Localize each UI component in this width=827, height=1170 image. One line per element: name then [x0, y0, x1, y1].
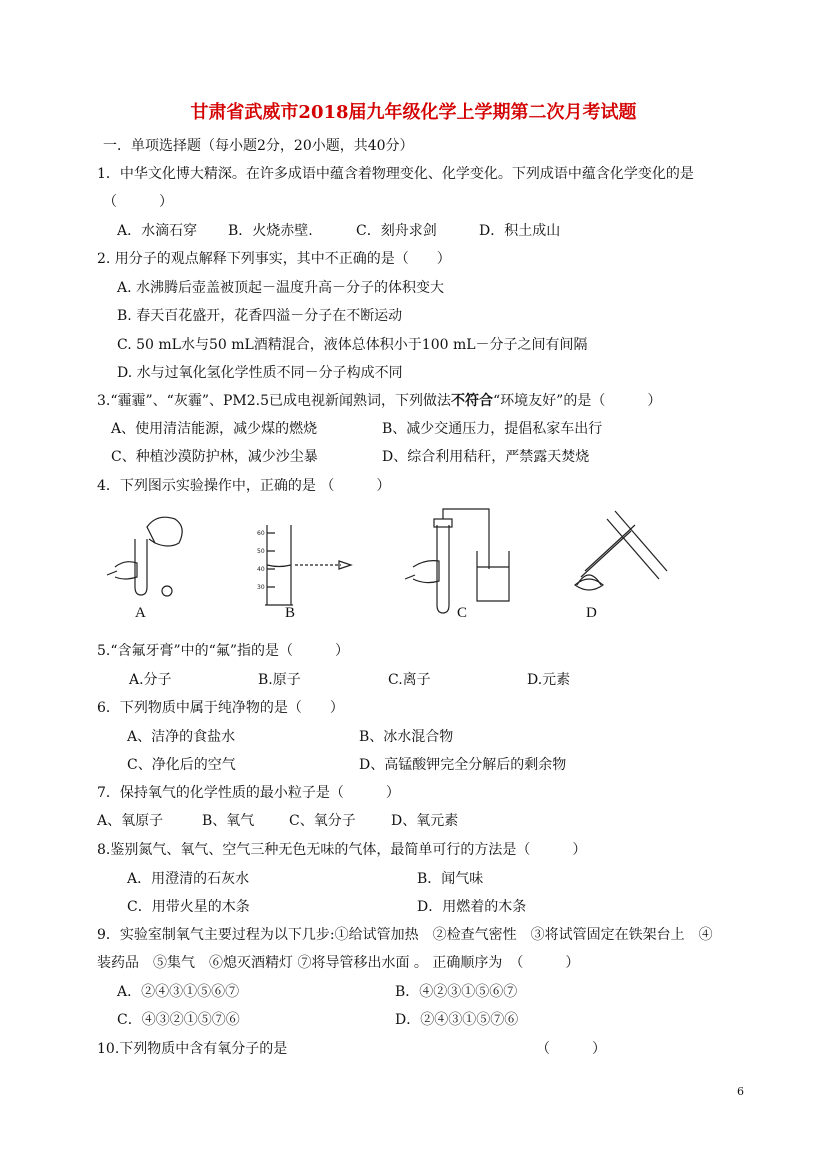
q10-stem: 10.下列物质中含有氧分子的是 — [97, 1041, 288, 1057]
figure-label-b: B — [285, 605, 296, 621]
figure-label-a: A — [135, 605, 146, 621]
q7-option-a: A、氧原子 — [97, 813, 164, 829]
q2-stem: 2. 用分子的观点解释下列事实，其中不正确的是（ ） — [97, 251, 451, 267]
q8-option-d: D．用燃着的木条 — [417, 899, 527, 915]
section-heading: 一．单项选择题（每小题2分，20小题，共40分） — [103, 138, 414, 154]
q10-bracket: （ ） — [536, 1041, 606, 1057]
q8-option-c: C．用带火星的木条 — [127, 899, 250, 915]
q4-figure — [95, 505, 735, 635]
q8-option-b: B．闻气味 — [417, 871, 484, 887]
figure-a-pouring-icon — [107, 517, 182, 596]
q7-option-d: D、氧元素 — [391, 813, 459, 829]
q6-option-b: B、冰水混合物 — [359, 729, 454, 745]
q5-option-b: B.原子 — [258, 672, 301, 688]
lab-operations-illustration — [95, 505, 735, 635]
q5-option-d: D.元素 — [527, 672, 571, 688]
figure-d-heating-icon — [575, 511, 667, 590]
page-number: 6 — [737, 1085, 744, 1098]
q3-stem-bold: 不符合 — [451, 393, 494, 409]
cylinder-tick-60: 60 — [257, 530, 265, 537]
cylinder-tick-50: 50 — [257, 548, 265, 555]
q8-option-a: A．用澄清的石灰水 — [127, 871, 250, 887]
q1-option-b: B．火烧赤壁. — [228, 223, 313, 239]
q9-option-c: C．④③②①⑤⑦⑥ — [117, 1012, 240, 1028]
q6-stem: 6．下列物质中属于纯净物的是（ ） — [97, 700, 344, 716]
figure-b-cylinder-icon — [265, 525, 351, 605]
q5-option-a: A.分子 — [129, 672, 172, 688]
figure-c-airtightness-icon — [405, 509, 509, 613]
figure-label-c: C — [457, 605, 468, 621]
q7-option-c: C、氧分子 — [289, 813, 356, 829]
q3-option-b: B、减少交通压力，提倡私家车出行 — [382, 421, 603, 437]
q2-option-b: B. 春天百花盛开，花香四溢－分子在不断运动 — [117, 308, 403, 324]
q1-stem: 1．中华文化博大精深。在许多成语中蕴含着物理变化、化学变化。下列成语中蕴含化学变化的是 — [97, 166, 694, 182]
q2-option-a: A. 水沸腾后壶盖被顶起－温度升高－分子的体积变大 — [117, 280, 445, 296]
q2-option-d: D. 水与过氧化氢化学性质不同－分子构成不同 — [117, 365, 403, 381]
q6-option-d: D、高锰酸钾完全分解后的剩余物 — [359, 757, 567, 773]
q3-option-a: A、使用清洁能源，减少煤的燃烧 — [111, 421, 318, 437]
q5-option-c: C.离子 — [388, 672, 431, 688]
q1-option-a: A．水滴石穿 — [117, 223, 198, 239]
q9-stem-line1: 9．实验室制氧气主要过程为以下几步:①给试管加热 ②检查气密性 ③将试管固定在铁架台上 ④ — [97, 927, 713, 943]
q7-stem: 7．保持氧气的化学性质的最小粒子是（ ） — [97, 785, 400, 801]
q8-stem: 8.鉴别氮气、氧气、空气三种无色无味的气体，最简单可行的方法是（ ） — [97, 842, 587, 858]
q7-option-b: B、氧气 — [202, 813, 255, 829]
q1-option-c: C．刻舟求剑 — [356, 223, 437, 239]
q3-stem — [97, 391, 661, 411]
q2-option-c: C. 50 mL水与50 mL酒精混合，液体总体积小于100 mL－分子之间有间隔 — [117, 337, 588, 353]
cylinder-tick-30: 30 — [257, 584, 265, 591]
q3-stem-part2: “环境友好”的是（ ） — [493, 393, 662, 409]
q5-stem: 5.“含氟牙膏”中的“氟”指的是（ ） — [97, 643, 349, 659]
q6-option-c: C、净化后的空气 — [127, 757, 236, 773]
page-title: 甘肃省武威市2018届九年级化学上学期第二次月考试题 — [190, 102, 637, 123]
q9-stem-line2: 装药品 ⑤集气 ⑥熄灭酒精灯 ⑦将导管移出水面 。 正确顺序为 （ ） — [97, 955, 580, 971]
q3-stem-part1: 3.“霾霾”、“灰霾”、PM2.5已成电视新闻熟词，下列做法 — [97, 393, 452, 409]
q3-option-d: D、综合利用秸秆，严禁露天焚烧 — [382, 449, 590, 465]
q6-option-a: A、洁净的食盐水 — [127, 729, 236, 745]
q9-option-d: D．②④③①⑤⑦⑥ — [395, 1012, 519, 1028]
q4-stem: 4．下列图示实验操作中，正确的是 （ ） — [97, 478, 391, 494]
cylinder-tick-40: 40 — [257, 566, 265, 573]
q1-option-d: D．积土成山 — [479, 223, 561, 239]
figure-label-d: D — [586, 605, 597, 621]
q1-bracket: （ ） — [103, 194, 173, 210]
q9-option-a: A．②④③①⑤⑥⑦ — [117, 984, 240, 1000]
q3-option-c: C、种植沙漠防护林，减少沙尘暴 — [111, 449, 318, 465]
q9-option-b: B．④②③①⑤⑥⑦ — [395, 984, 518, 1000]
